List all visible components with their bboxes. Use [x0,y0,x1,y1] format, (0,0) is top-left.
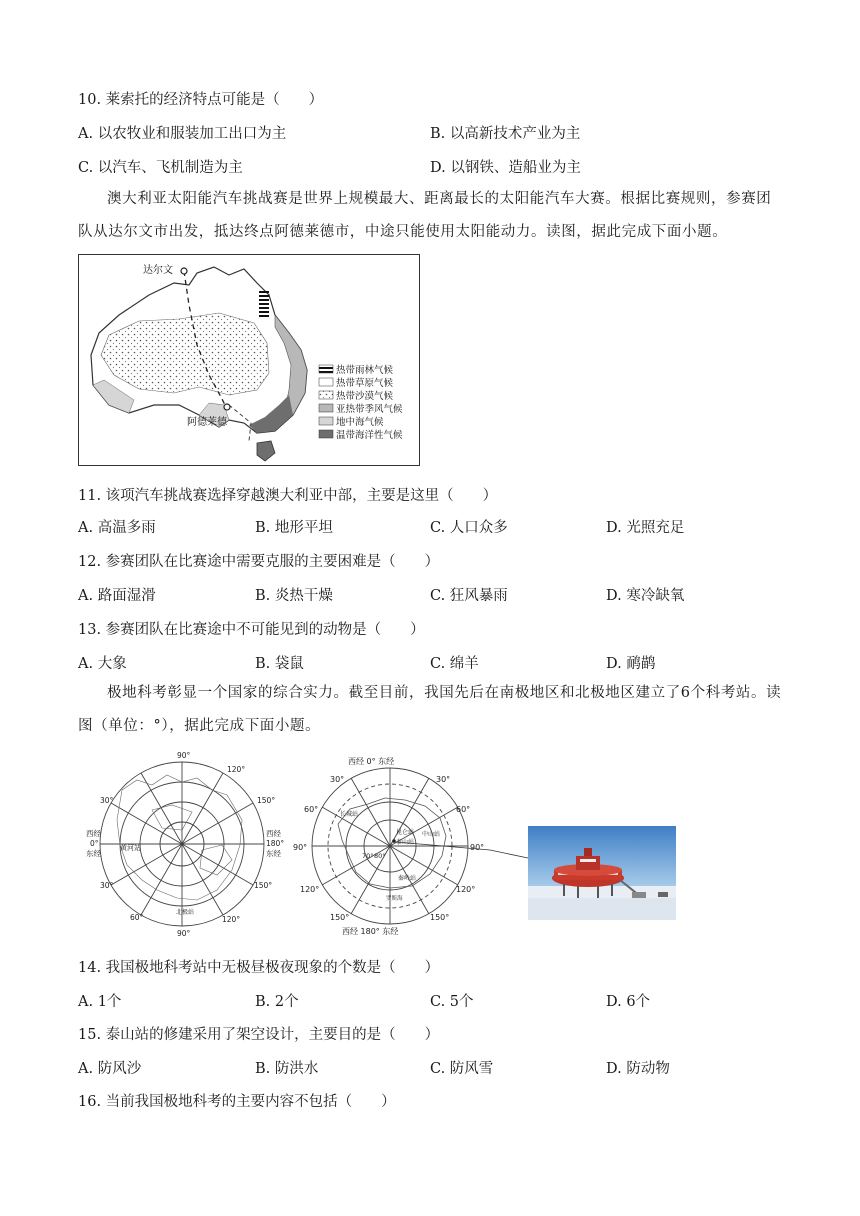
q15-option-b[interactable]: B. 防洪水 [255,1061,319,1077]
antarctic-label-60-right: 60° [456,805,471,814]
q12-option-c[interactable]: C. 狂风暴雨 [430,588,508,604]
question-12-stem: 12. 参赛团队在比赛途中需要克服的主要困难是（ ） [78,554,440,570]
legend-label-oceanic: 温带海洋性气候 [336,430,403,441]
q13-option-c[interactable]: C. 绵羊 [430,656,479,672]
arctic-label-60-south: 60° [130,913,144,922]
question-14-stem: 14. 我国极地科考站中无极昼极夜现象的个数是（ ） [78,960,440,976]
station-zhongshan: 中山站 [422,831,441,838]
arctic-label-150: 150° [257,796,276,805]
q15-option-d[interactable]: D. 防动物 [606,1061,670,1077]
antarctic-lat-70: 70° [362,852,374,860]
legend-swatch-monsoon [319,404,333,412]
taishan-station-photo [528,826,676,920]
question-16-stem: 16. 当前我国极地科考的主要内容不包括（ ） [78,1094,396,1110]
arctic-station-label-2: 北极站 [176,909,195,916]
arctic-label-0-west: 西经 [86,829,101,838]
q11-option-c[interactable]: C. 人口众多 [430,520,508,536]
legend-label-rainforest: 热带雨林气候 [336,365,394,376]
q14-option-d[interactable]: D. 6个 [606,994,651,1010]
arctic-station-huanghe: 黄河站 [120,844,141,852]
arctic-label-180-west: 西经 [266,829,281,838]
arctic-label-150-south: 150° [254,881,273,890]
map-legend [319,364,403,441]
antarctic-label-120-left: 120° [300,885,320,894]
antarctic-label-150-left: 150° [330,913,350,922]
q14-option-a[interactable]: A. 1个 [78,994,122,1010]
antarctic-label-90-right: 90° [470,843,485,852]
adelaide-marker [224,404,230,410]
arctic-label-120: 120° [227,765,246,774]
city-darwin-label: 达尔文 [143,265,173,276]
legend-swatch-desert [319,391,333,399]
question-10-stem: 10. 莱索托的经济特点可能是（ ） [78,92,324,108]
q10-option-c[interactable]: C. 以汽车、飞机制造为主 [78,160,243,176]
legend-swatch-oceanic [319,430,333,438]
antarctic-lat-80: 80° [374,852,386,860]
arctic-polar-map [82,750,285,938]
question-13-stem: 13. 参赛团队在比赛途中不可能见到的动物是（ ） [78,622,425,638]
q12-option-b[interactable]: B. 炎热干燥 [255,588,333,604]
legend-swatch-savanna [319,378,333,386]
question-15-stem: 15. 泰山站的修建采用了架空设计，主要目的是（ ） [78,1027,440,1043]
antarctic-label-top: 西经 0° 东经 [348,757,395,766]
antarctic-polar-map [290,754,490,940]
pointer-line-extension [490,840,530,870]
station-kunlun: 昆仑站 [396,829,415,836]
station-qinling: 秦岭站 [398,875,417,882]
q13-option-d[interactable]: D. 鸸鹋 [606,656,656,672]
darwin-marker [181,268,187,274]
q15-option-a[interactable]: A. 防风沙 [78,1061,142,1077]
antarctic-label-120-right: 120° [456,885,476,894]
q11-option-d[interactable]: D. 光照充足 [606,520,685,536]
tropical-rainforest-zone [259,289,269,317]
question-11-stem: 11. 该项汽车挑战赛选择穿越澳大利亚中部，主要是这里（ ） [78,488,498,504]
antarctic-label-30-left: 30° [330,775,345,784]
antarctic-label-90-left: 90° [293,843,308,852]
legend-swatch-mediterranean [319,417,333,425]
q14-option-c[interactable]: C. 5个 [430,994,474,1010]
arctic-label-0: 0° [90,839,99,848]
arctic-label-90-south: 90° [177,929,191,938]
polar-intro-paragraph: 极地科考彰显一个国家的综合实力。截至目前，我国先后在南极地区和北极地区建立了6个科考站。读图（单位：°），据此完成下面小题。 [78,685,782,734]
taishan-marker [392,839,396,843]
arctic-label-180: 180° [266,839,285,848]
antarctic-label-bottom: 西经 180° 东经 [342,927,399,936]
arctic-label-0-east: 东经 [86,849,101,858]
australia-map-svg [79,255,419,465]
q13-option-a[interactable]: A. 大象 [78,656,127,672]
antarctic-label-60-left: 60° [304,805,319,814]
arctic-label-30-south: 30° [100,881,114,890]
q12-option-d[interactable]: D. 寒冷缺氧 [606,588,685,604]
legend-label-mediterranean: 地中海气候 [336,417,384,428]
ross-sea-label: 罗斯海 [386,896,403,902]
q14-option-b[interactable]: B. 2个 [255,994,299,1010]
city-adelaide-label: 阿德莱德 [187,417,227,428]
arctic-label-120-south: 120° [222,915,241,924]
legend-label-monsoon: 亚热带季风气候 [336,404,403,415]
arctic-label-180-east: 东经 [266,849,281,858]
antarctic-label-150-right: 150° [430,913,450,922]
q10-option-b[interactable]: B. 以高新技术产业为主 [430,126,581,142]
taishan-station-illustration [528,826,676,920]
q10-option-d[interactable]: D. 以钢铁、造船业为主 [430,160,581,176]
antarctic-label-30-right: 30° [436,775,451,784]
q11-option-b[interactable]: B. 地形平坦 [255,520,333,536]
arctic-label-90: 90° [177,751,191,760]
australia-climate-map [78,254,420,466]
q12-option-a[interactable]: A. 路面湿滑 [78,588,156,604]
q11-option-a[interactable]: A. 高温多雨 [78,520,156,536]
q13-option-b[interactable]: B. 袋鼠 [255,656,304,672]
legend-swatch-rainforest [319,365,333,373]
tasmania [257,441,275,461]
legend-label-desert: 热带沙漠气候 [336,391,394,402]
station-changcheng: 长城站 [340,811,359,818]
q10-option-a[interactable]: A. 以农牧业和服装加工出口为主 [78,126,287,142]
legend-label-savanna: 热带草原气候 [336,378,394,389]
q15-option-c[interactable]: C. 防风雪 [430,1061,494,1077]
station-taishan: 泰山站 [396,839,415,846]
arctic-label-30w: 30° [100,796,114,805]
australia-intro-paragraph: 澳大利亚太阳能汽车挑战赛是世界上规模最大、距离最长的太阳能汽车大赛。根据比赛规则，参赛团队从达尔文市出发，抵达终点阿德莱德市，中途只能使用太阳能动力。读图，据此完成下面小题。 [78,191,772,240]
